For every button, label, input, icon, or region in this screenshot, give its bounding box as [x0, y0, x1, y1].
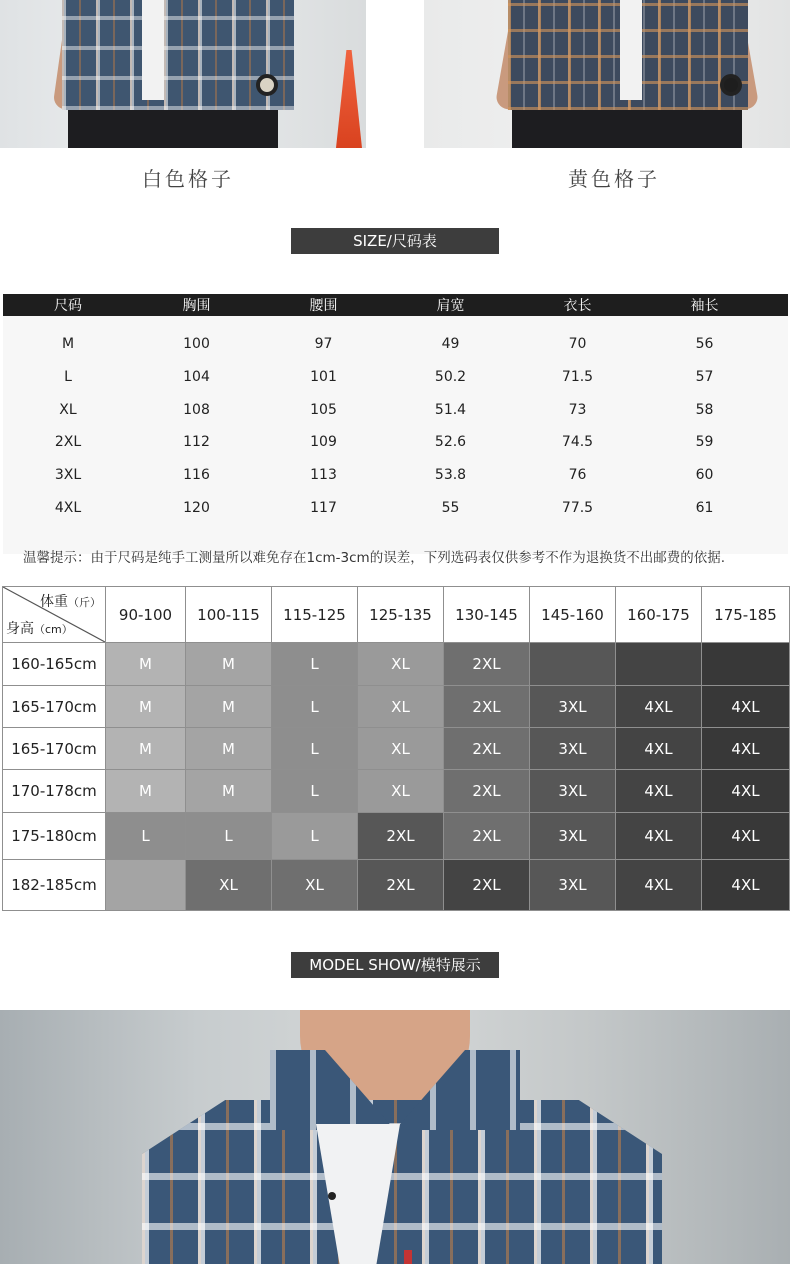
size-cell: 4XL	[54, 499, 82, 516]
size-cell: M	[186, 770, 272, 812]
table-row	[3, 686, 790, 728]
size-cell: M	[186, 728, 272, 770]
size-header-cell: 胸围	[182, 298, 211, 314]
table-row	[3, 859, 790, 910]
size-cell: 4XL	[616, 812, 702, 859]
table-row	[3, 491, 788, 524]
size-cell: M	[106, 643, 186, 686]
size-cell: 101	[310, 369, 337, 386]
size-cell: XL	[358, 728, 444, 770]
size-header-cell: 尺码	[54, 298, 82, 314]
table-row	[3, 459, 788, 492]
size-cell: 53.8	[434, 467, 467, 484]
size-cell: M	[61, 336, 75, 353]
size-cell: 61	[695, 499, 714, 516]
height-header-cell: 165-170cm	[3, 728, 106, 770]
size-section-title: SIZE/尺码表	[291, 228, 499, 254]
size-cell: 73	[568, 401, 587, 418]
size-header-cell: 腰围	[309, 298, 338, 314]
size-cell: 3XL	[530, 686, 616, 728]
size-cell: 4XL	[616, 770, 702, 812]
traffic-cone-image	[336, 50, 362, 148]
size-cell: L	[186, 812, 272, 859]
size-cell: L	[106, 812, 186, 859]
shirt-tag-image	[404, 1250, 412, 1264]
table-row	[3, 770, 790, 812]
size-cell: 2XL	[444, 643, 530, 686]
size-cell: 2XL	[444, 859, 530, 910]
size-cell	[530, 643, 616, 686]
size-cell: 51.4	[434, 401, 467, 418]
table-row	[3, 643, 790, 686]
table-row	[3, 728, 790, 770]
size-cell: XL	[186, 859, 272, 910]
weight-header-cell: 125-135	[358, 587, 444, 643]
size-cell: 4XL	[702, 859, 790, 910]
size-header-cell: 袖长	[690, 298, 719, 314]
size-cell: 109	[310, 434, 337, 451]
size-cell: 3XL	[530, 812, 616, 859]
size-cell: 2XL	[444, 770, 530, 812]
size-cell: 49	[441, 336, 460, 353]
product-photo-yellow-plaid	[424, 0, 790, 148]
table-row	[3, 426, 788, 459]
size-header-cell: 衣长	[563, 298, 592, 314]
size-cell: 55	[441, 499, 460, 516]
size-cell: 60	[695, 467, 714, 484]
watch-image	[256, 74, 278, 96]
size-cell: 71.5	[561, 369, 594, 386]
weight-header-cell: 160-175	[616, 587, 702, 643]
size-cell	[702, 643, 790, 686]
size-cell	[106, 859, 186, 910]
size-cell: 58	[695, 401, 714, 418]
measurement-tip: 温馨提示：由于尺码是纯手工测量所以难免存在1cm-3cm的误差，下列选码表仅供参考不作为退换货不出邮费的依据.	[23, 550, 725, 566]
size-cell: 4XL	[702, 728, 790, 770]
size-cell: 4XL	[616, 686, 702, 728]
size-cell: L	[64, 369, 72, 386]
weight-header-cell: 175-185	[702, 587, 790, 643]
size-cell: XL	[272, 859, 358, 910]
size-cell: 105	[310, 401, 337, 418]
weight-header-cell: 115-125	[272, 587, 358, 643]
size-cell: 113	[310, 467, 337, 484]
size-cell: L	[272, 686, 358, 728]
size-cell	[616, 643, 702, 686]
table-row	[3, 393, 788, 426]
size-cell: L	[272, 728, 358, 770]
size-cell: XL	[358, 770, 444, 812]
size-cell: 117	[310, 499, 337, 516]
size-cell: M	[186, 643, 272, 686]
size-cell: 4XL	[702, 812, 790, 859]
size-cell: 4XL	[616, 728, 702, 770]
weight-axis-label: 体重（斤）	[40, 594, 101, 610]
size-cell: 120	[183, 499, 210, 516]
size-cell: 70	[568, 336, 587, 353]
size-cell: 4XL	[702, 770, 790, 812]
size-cell: M	[106, 770, 186, 812]
size-cell: 112	[183, 434, 210, 451]
height-axis-label: 身高（cm）	[6, 621, 73, 637]
size-cell: 3XL	[530, 859, 616, 910]
height-header-cell: 170-178cm	[3, 770, 106, 812]
product-photo-white-plaid	[0, 0, 366, 148]
color-caption-yellow: 黄色格子	[568, 167, 660, 191]
color-caption-white: 白色格子	[142, 167, 234, 191]
size-cell: 76	[568, 467, 587, 484]
size-cell: 50.2	[434, 369, 467, 386]
size-table	[3, 294, 788, 554]
size-cell: 2XL	[444, 686, 530, 728]
size-cell: M	[106, 728, 186, 770]
size-cell: 77.5	[561, 499, 594, 516]
table-row	[3, 328, 788, 361]
weight-header-cell: 100-115	[186, 587, 272, 643]
size-cell: 52.6	[434, 434, 467, 451]
size-cell: 97	[314, 336, 333, 353]
size-cell: L	[272, 770, 358, 812]
size-cell: 2XL	[358, 859, 444, 910]
size-cell: L	[272, 812, 358, 859]
size-cell: 108	[183, 401, 210, 418]
shirt-button-image	[328, 1192, 336, 1200]
size-cell: 2XL	[358, 812, 444, 859]
size-cell: L	[272, 643, 358, 686]
size-cell: 3XL	[54, 467, 82, 484]
size-cell: 2XL	[444, 728, 530, 770]
size-cell: M	[186, 686, 272, 728]
size-cell: 4XL	[616, 859, 702, 910]
height-header-cell: 160-165cm	[3, 643, 106, 686]
grid-corner-header	[3, 587, 106, 643]
size-cell: 104	[183, 369, 210, 386]
size-recommendation-grid	[2, 586, 790, 911]
size-cell: 3XL	[530, 728, 616, 770]
size-cell: 4XL	[702, 686, 790, 728]
size-cell: 59	[695, 434, 714, 451]
size-cell: 116	[183, 467, 210, 484]
watch-image	[720, 74, 742, 96]
height-header-cell: 165-170cm	[3, 686, 106, 728]
size-cell: 2XL	[444, 812, 530, 859]
size-table-body	[3, 316, 788, 554]
size-cell: 100	[183, 336, 210, 353]
size-cell: XL	[358, 686, 444, 728]
size-table-header	[3, 294, 788, 316]
size-cell: XL	[358, 643, 444, 686]
size-header-cell: 肩宽	[436, 298, 465, 314]
model-photo	[0, 1010, 790, 1264]
table-row	[3, 361, 788, 394]
size-cell: 74.5	[561, 434, 594, 451]
weight-header-cell: 145-160	[530, 587, 616, 643]
height-header-cell: 175-180cm	[3, 812, 106, 859]
weight-header-cell: 130-145	[444, 587, 530, 643]
height-header-cell: 182-185cm	[3, 859, 106, 910]
weight-header-cell: 90-100	[106, 587, 186, 643]
size-cell: 2XL	[54, 434, 82, 451]
size-cell: XL	[59, 401, 77, 418]
model-section-title: MODEL SHOW/模特展示	[291, 952, 499, 978]
size-cell: 57	[695, 369, 714, 386]
size-cell: 56	[695, 336, 714, 353]
size-cell: 3XL	[530, 770, 616, 812]
size-cell: M	[106, 686, 186, 728]
table-row	[3, 812, 790, 859]
